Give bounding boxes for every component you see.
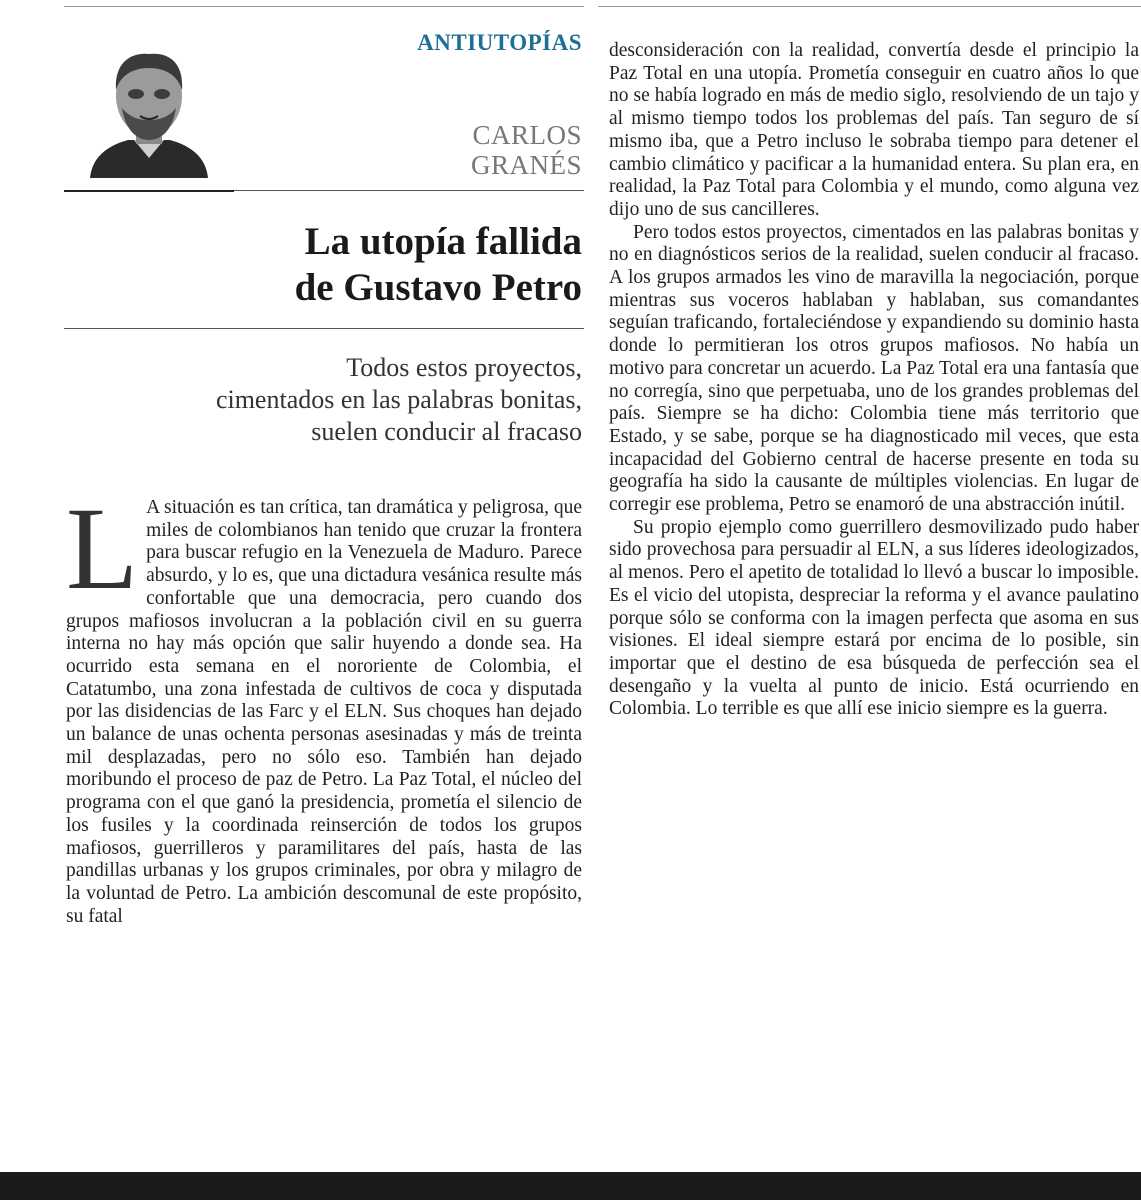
article-deck	[90, 352, 582, 448]
bottom-bar	[0, 1172, 1141, 1200]
author-byline	[330, 120, 582, 180]
top-rule-right	[598, 6, 1141, 7]
deck-line-2: cimentados en las palabras bonitas,	[215, 385, 582, 414]
author-portrait	[86, 46, 212, 178]
body-text-col1: A situación es tan crítica, tan dramática y peligrosa, que miles de colombianos han tenido que cruzar la frontera para buscar refugio en la Venezuela de Maduro. Parece absurdo, y lo es, que una dictadura vesánica resulte más confortable que una democracia, pero cuando dos grupos mafiosos involucran a la población civil en su guerra interna no hay más opción que salir huyendo a donde sea. Ha ocurrido esta semana en el nororiente de Colombia, el Catatumbo, una zona infestada de cultivos de coca y disputada por las disidencias de las Farc y el ELN. Sus choques han dejado un balance de unas ochenta personas asesinadas y más de treinta mil desplazadas, pero no sólo eso. También han dejado moribundo el proceso de paz de Petro. La Paz Total, el núcleo del programa con el que ganó la presidencia, prometía el silencio de los fusiles y la coordinada reinserción de todos los grupos mafiosos, guerrilleros y paramilitares del país, hasta de las pandillas urbanas y los grupos criminales, por obra y milagro de la voluntad de Petro. La ambición descomunal de este propósito, su fatal	[66, 497, 582, 927]
body-paragraph: Pero todos estos proyectos, cimentados en las palabras bonitas y no en diagnósticos serios de la realidad, suelen conducir al fracaso. A los grupos armados les vino de maravilla la negociación, porque mientras sus voceros hablaban y hablaban, sus comandantes seguían traficando, fortaleciéndose y expandiendo su dominio hasta donde lo permitieran los otros grupos mafiosos. No había un motivo para concretar un acuerdo. La Paz Total era una fantasía que no corregía, sino que perpetuaba, uno de los grandes problemas del país. Siempre se ha dicho: Colombia tiene más territorio que Estado, y se sabe, porque se ha diagnosticado mil veces, que esta incapacidad del Gobierno central de hacerse presente en toda su geografía ha sido la causante de múltiples violencias. En lugar de corregir ese problema, Petro se enamoró de una abstracción inútil.	[609, 221, 1139, 516]
deck-line-3: suelen conducir al fracaso	[311, 417, 582, 446]
article-headline	[150, 219, 582, 311]
divider-rule-2	[64, 328, 584, 329]
divider-rule-accent	[64, 190, 234, 192]
deck-line-1: Todos estos proyectos,	[346, 353, 582, 382]
body-paragraph: desconsideración con la realidad, convertía desde el principio la Paz Total en una utopía. Prometía conseguir en cuatro años lo que no se había logrado en más de medio siglo, resolviendo de un tajo y al mismo tiempo todos los problemas del país. Tan seguro de sí mismo iba, que a Petro incluso le sobraba tiempo para detener el cambio climático y pacificar a la humanidad entera. Su plan era, en realidad, la Paz Total para Colombia y el mundo, como alguna vez dijo uno de sus cancilleres.	[609, 40, 1139, 220]
body-column-2	[609, 40, 1139, 721]
author-first-name: CARLOS	[472, 120, 582, 150]
headline-line-1: La utopía fallida	[304, 220, 582, 263]
section-label: ANTIUTOPÍAS	[417, 30, 582, 55]
drop-cap: L	[66, 483, 139, 614]
author-last-name: GRANÉS	[470, 150, 582, 180]
body-paragraph: Su propio ejemplo como guerrillero desmovilizado pudo haber sido provechosa para persuadir al ELN, a sus líderes ideologizados, al menos. Pero el apetito de totalidad lo llevó a buscar lo imposible. Es el vicio del utopista, despreciar la reforma y el avance paulatino porque sólo se conforma con la imagen perfecta que asoma en sus visiones. El ideal siempre estará por encima de lo posible, sin importar que el destino de esa búsqueda de perfección sea el desengaño y la vuelta al punto de inicio. Está ocurriendo en Colombia. Lo terrible es que allí ese inicio siempre es la guerra.	[609, 516, 1139, 720]
top-rule-left	[64, 6, 584, 7]
body-column-1	[66, 483, 582, 928]
body-paragraph	[66, 483, 582, 928]
headline-line-2: de Gustavo Petro	[294, 266, 582, 309]
